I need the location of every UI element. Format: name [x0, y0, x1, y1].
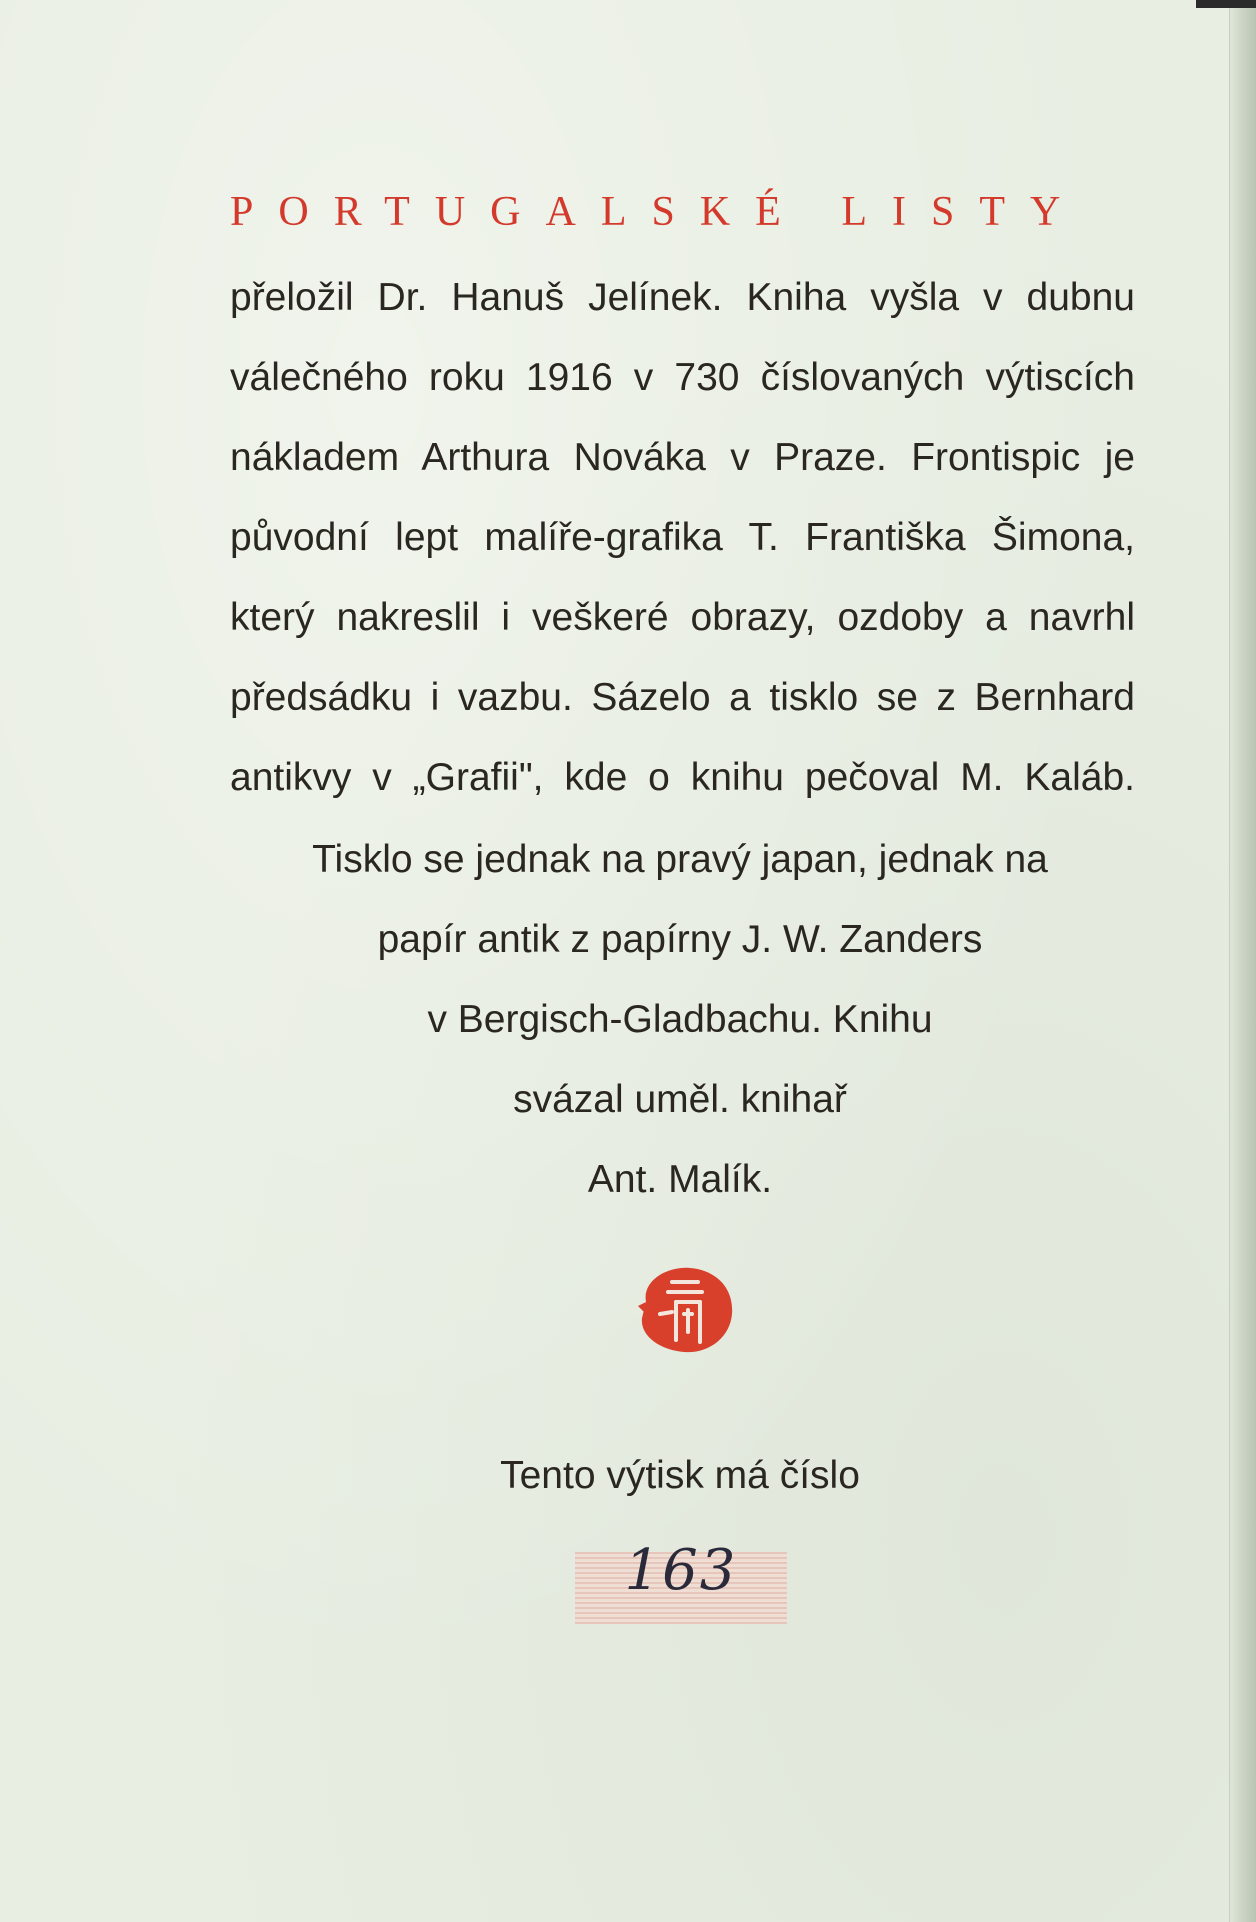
colophon-centered-line: Ant. Malík. [587, 1158, 773, 1201]
colophon-centered-line: v Bergisch-Gladbachu. Knihu [427, 998, 933, 1041]
colophon-centered-line: papír antik z papírny J. W. Zanders [377, 918, 983, 961]
colophon-centered-line: svázal uměl. knihař [513, 1078, 847, 1121]
page-edge-dark [1196, 0, 1256, 8]
copy-number: 163 [624, 1538, 738, 1603]
colophon-line: antikvy v „Grafii", kde o knihu pečoval M. Kaláb. [230, 756, 1135, 799]
colophon-line: původní lept malíře-grafika T. Františka Šimona, [230, 516, 1135, 559]
colophon-line: válečného roku 1916 v 730 číslovaných výtiscích [230, 356, 1135, 399]
book-title: PORTUGALSKÉ LISTY [230, 189, 1086, 235]
colophon-line: přeložil Dr. Hanuš Jelínek. Kniha vyšla v dubnu [230, 276, 1135, 319]
colophon-line: předsádku i vazbu. Sázelo a tisklo se z Bernhard [230, 676, 1135, 719]
page-edge [1229, 0, 1256, 1922]
red-seal-icon [632, 1262, 738, 1356]
colophon-centered-line: Tisklo se jednak na pravý japan, jednak na [312, 838, 1048, 881]
colophon-line: který nakreslil i veškeré obrazy, ozdoby a navrhl [230, 596, 1135, 639]
colophon-line: nákladem Arthura Nováka v Praze. Frontispic je [230, 436, 1135, 479]
copy-number-label: Tento výtisk má číslo [500, 1454, 860, 1497]
